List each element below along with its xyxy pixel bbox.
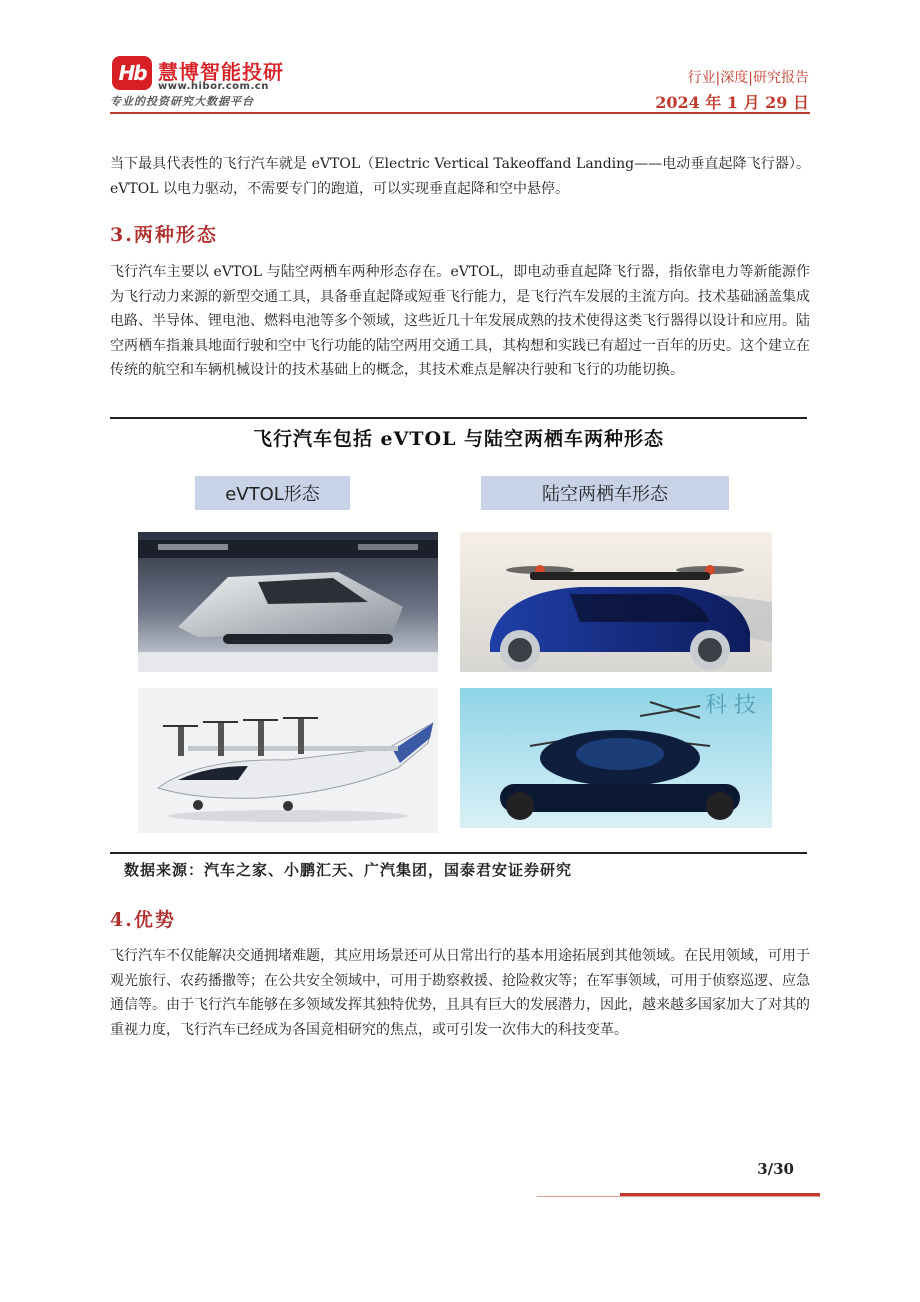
figure-source: 数据来源：汽车之家、小鹏汇天、广汽集团，国泰君安证券研究 [124, 861, 573, 879]
footer-rule-thick [620, 1193, 820, 1196]
evtol-showroom-photo [138, 532, 438, 672]
tiltrotor-evtol-image [138, 688, 438, 833]
modular-vehicle-image [460, 688, 772, 828]
evtol-showroom-image [138, 532, 438, 672]
amphibious-car-photo [460, 532, 772, 672]
amphibious-car-image [460, 532, 772, 672]
amphibious-form-label: 陆空两栖车形态 [481, 476, 729, 510]
evtol-form-label: eVTOL形态 [195, 476, 350, 510]
logo-tagline: 专业的投资研究大数据平台 [110, 95, 254, 108]
section-heading-3: 3.两种形态 [110, 224, 218, 246]
modular-vehicle-photo [460, 688, 772, 828]
header-divider [110, 112, 810, 114]
report-category: 行业|深度|研究报告 [687, 70, 809, 86]
logo-name: 慧博智能投研 [158, 60, 284, 84]
figure-title: 飞行汽车包括 eVTOL 与陆空两栖车两种形态 [252, 428, 665, 450]
logo-mark-text: Hb [118, 61, 146, 85]
section-4-paragraph: 飞行汽车不仅能解决交通拥堵难题，其应用场景还可从日常出行的基本用途拓展到其他领域。在民用领域，可用于观光旅行、农药播撒等；在公共安全领域中，可用于勘察救援、抢险救灾等；在军事领域，可用于侦察巡逻、应急通信等。由于飞行汽车能够在多领域发挥其独特优势，且具有巨大的发展潜力，因此，越来越多国家加大了对其的重视力度，飞行汽车已经成为各国竞相研究的焦点，或可引发一次伟大的科技变革。 [110, 948, 810, 1038]
figure-bottom-rule [110, 852, 807, 854]
footer-rule-thin [537, 1196, 820, 1197]
svg-text:科 技: 科 技 [705, 693, 756, 718]
report-date: 2024 年 1 月 29 日 [655, 93, 809, 112]
section-3-paragraph: 飞行汽车主要以 eVTOL 与陆空两栖车两种形态存在。eVTOL，即电动垂直起降飞行器，指依靠电力等新能源作为飞行动力来源的新型交通工具，具备垂直起降或短垂飞行能力，是飞行汽车发展的主流方向。技术基础涵盖集成电路、半导体、锂电池、燃料电池等多个领域，这些近几十年发展成熟的技术使得这类飞行器得以设计和应用。陆空两栖车指兼具地面行驶和空中飞行功能的陆空两用交通工具，其构想和实践已有超过一百年的历史。这个建立在传统的航空和车辆机械设计的技术基础上的概念，其技术难点是解决行驶和飞行的功能切换。 [110, 264, 810, 378]
logo-mark [112, 56, 152, 90]
intro-paragraph: 当下最具代表性的飞行汽车就是 eVTOL（Electric Vertical Takeoffand Landing——电动垂直起降飞行器）。eVTOL 以电力驱动，不需要专门的跑道，可以实现垂直起降和空中悬停。 [110, 156, 810, 197]
logo-url: www.hibor.com.cn [158, 81, 269, 92]
figure-top-rule [110, 417, 807, 419]
page-number: 3/30 [757, 1160, 794, 1178]
section-heading-4: 4.优势 [110, 909, 176, 931]
tiltrotor-evtol-photo [138, 688, 438, 833]
